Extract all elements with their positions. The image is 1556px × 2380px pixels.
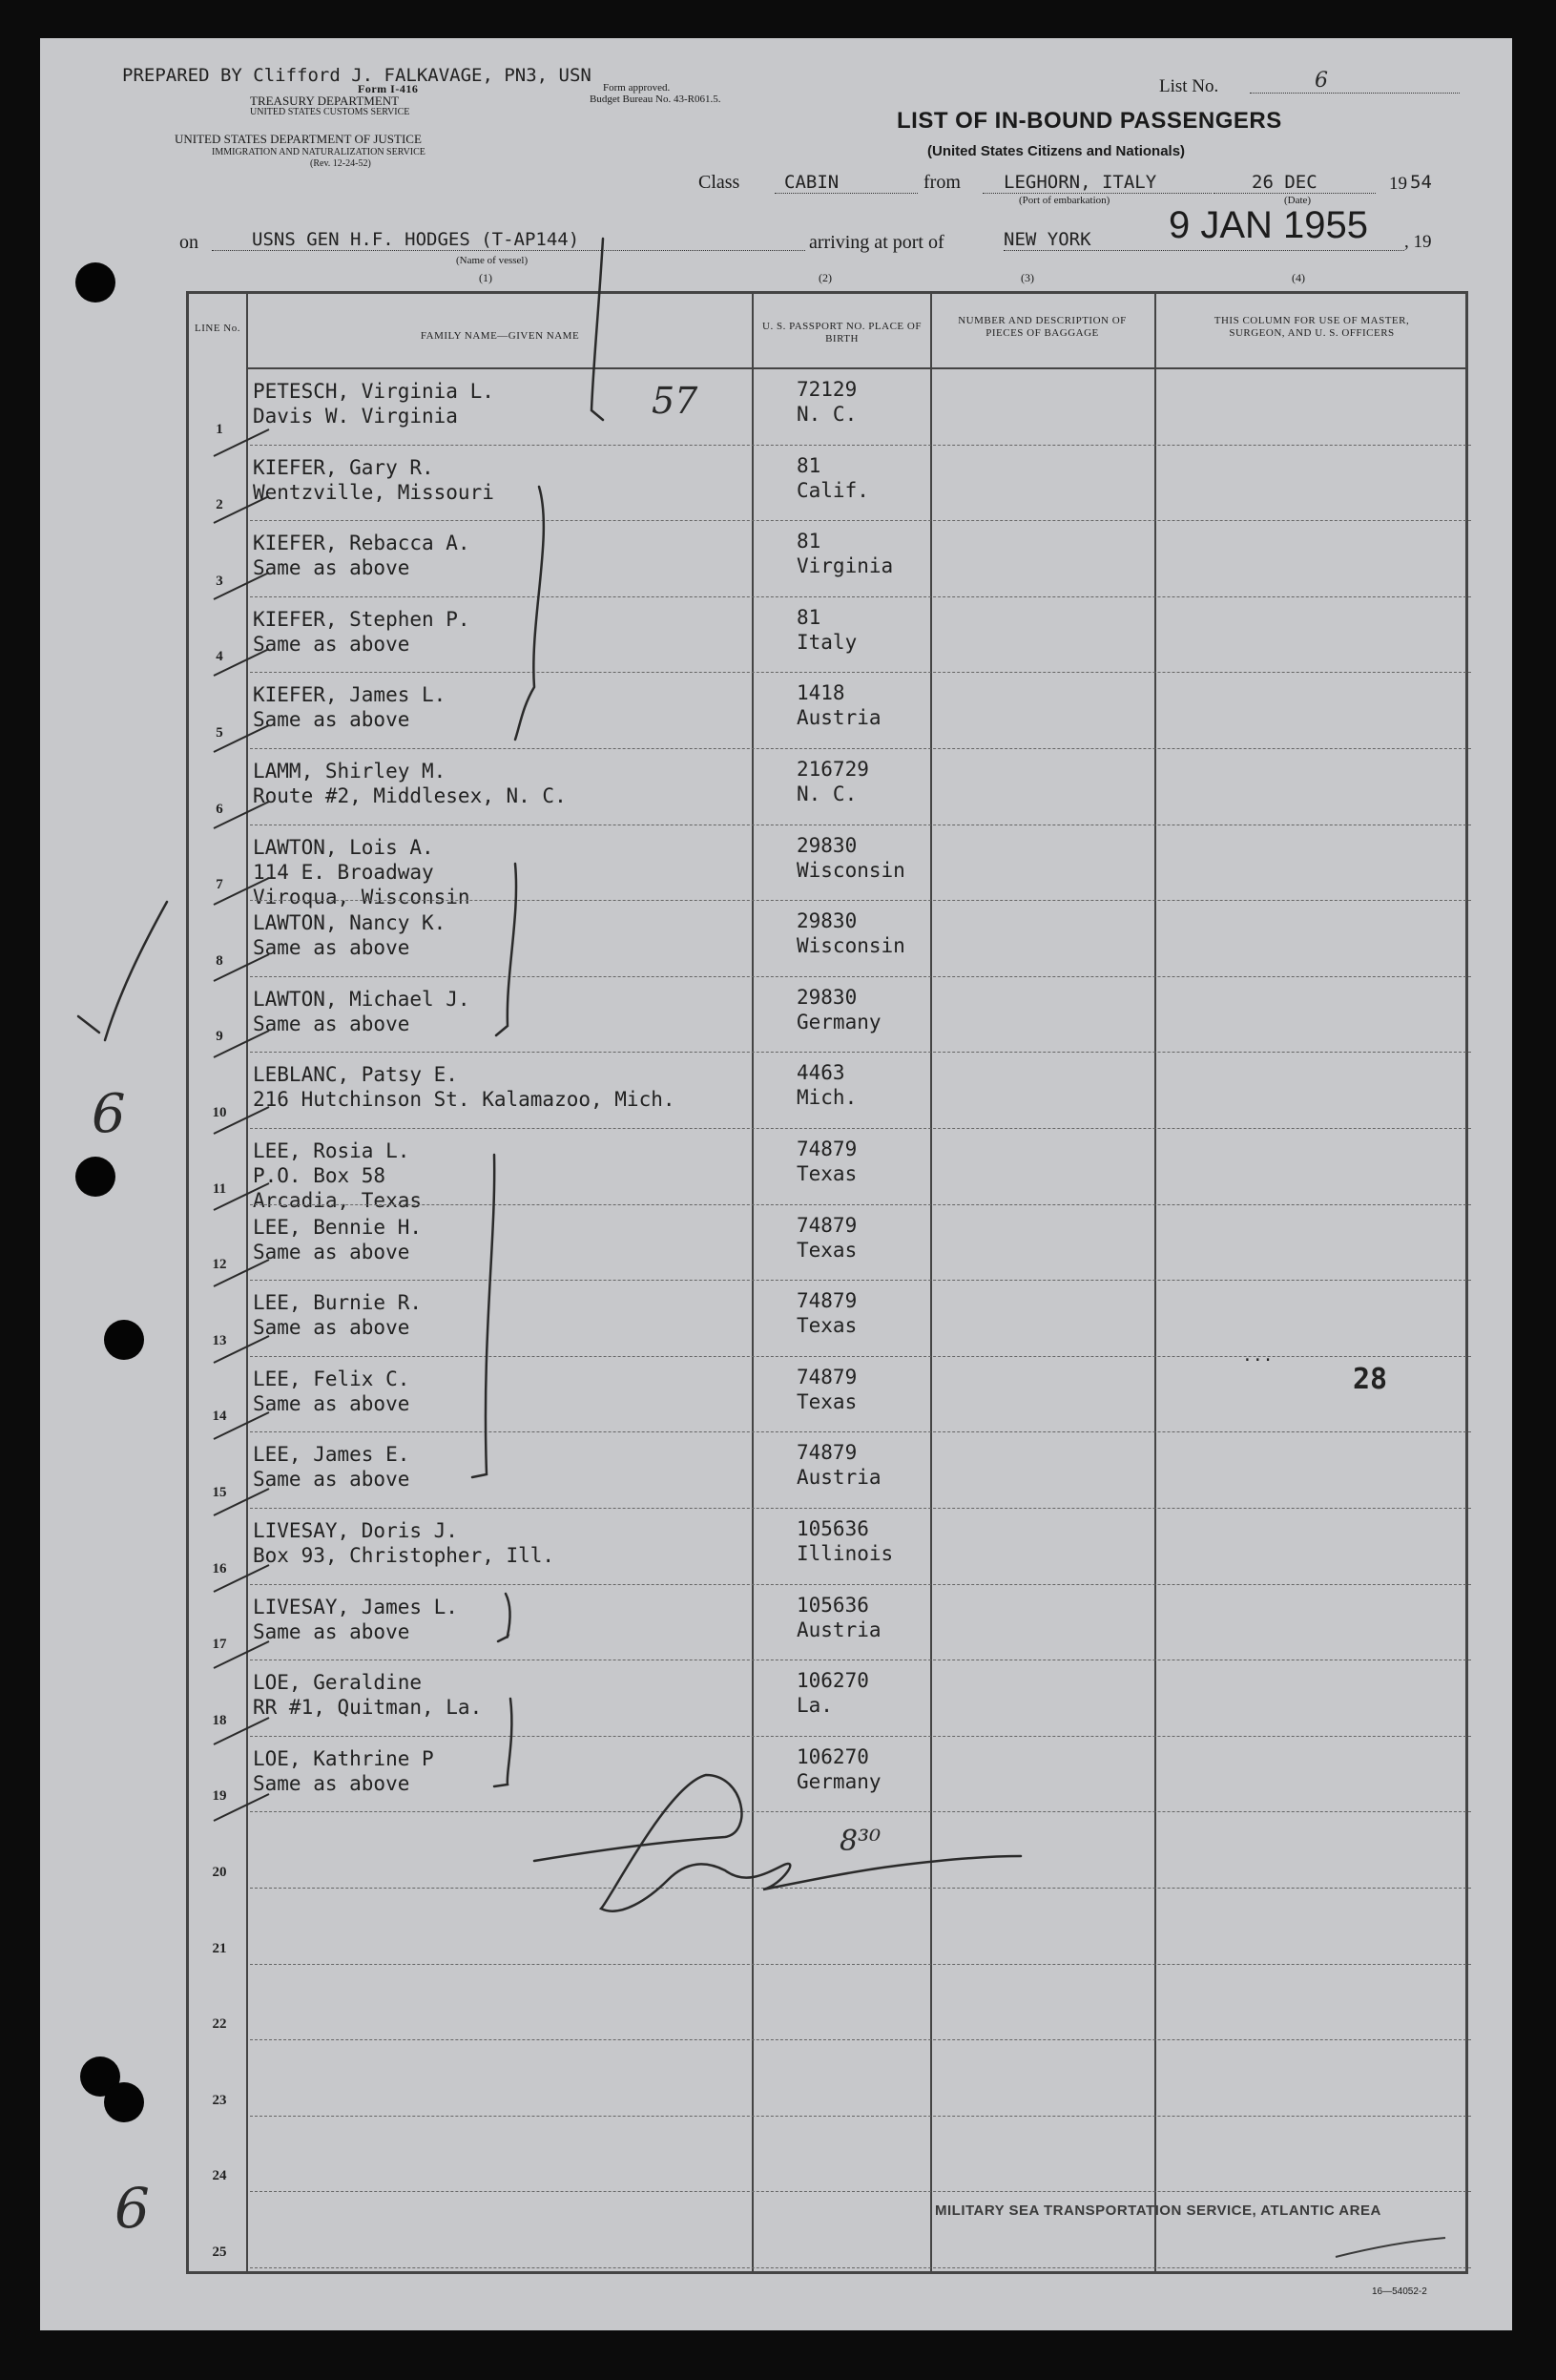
line-number: 16: [212, 1560, 227, 1576]
list-label: List No.: [1159, 76, 1219, 96]
passenger-name: LAMM, Shirley M.: [253, 760, 446, 783]
passenger-name: LEE, Felix C.: [253, 1367, 410, 1390]
passport-number: 81: [797, 453, 821, 477]
passenger-name: PETESCH, Virginia L.: [253, 380, 494, 403]
place-of-birth: N. C.: [797, 403, 858, 426]
col-num-3: (3): [1021, 271, 1034, 284]
line-number: 21: [212, 1940, 227, 1956]
col-num-1: (1): [479, 271, 492, 284]
port-caption: (Port of embarkation): [1019, 195, 1110, 206]
from-label: from: [923, 172, 961, 193]
passenger-address-line: Route #2, Middlesex, N. C.: [253, 784, 567, 807]
place-of-birth: Texas: [797, 1314, 858, 1338]
passport-number: 29830: [797, 833, 858, 857]
col-num-2: (2): [819, 271, 832, 284]
passenger-address-line: Same as above: [253, 1468, 410, 1492]
arrival-port: NEW YORK: [1004, 229, 1404, 251]
passport-number: 74879: [797, 1441, 858, 1465]
passport-number: 106270: [797, 1669, 869, 1693]
prepared-by: PREPARED BY Clifford J. FALKAVAGE, PN3, USN: [122, 65, 591, 86]
passenger-name: LAWTON, Michael J.: [253, 987, 470, 1011]
line-number: 15: [212, 1485, 227, 1500]
place-of-birth: Texas: [797, 1238, 858, 1262]
col-header-line-no: LINE No.: [195, 323, 240, 334]
place-of-birth: Germany: [797, 1769, 882, 1793]
passenger-name: LOE, Geraldine: [253, 1671, 423, 1695]
passenger-address-line: Same as above: [253, 1240, 410, 1263]
passport-number: 74879: [797, 1213, 858, 1237]
passenger-name: LEE, Bennie H.: [253, 1215, 423, 1239]
passenger-name: LAWTON, Nancy K.: [253, 911, 446, 935]
passenger-address-line: Same as above: [253, 1391, 410, 1415]
passport-number: 4463: [797, 1061, 845, 1085]
col-header-name: FAMILY NAME—GIVEN NAME: [420, 330, 580, 342]
mst-stamp: MILITARY SEA TRANSPORTATION SERVICE, ATLANTIC AREA: [935, 2203, 1381, 2219]
place-of-birth: Austria: [797, 1618, 882, 1641]
passenger-address-line: RR #1, Quitman, La.: [253, 1696, 483, 1720]
passport-number: 81: [797, 530, 821, 553]
passenger-address-line: Box 93, Christopher, Ill.: [253, 1544, 555, 1567]
passport-number: 29830: [797, 909, 858, 933]
place-of-birth: Texas: [797, 1162, 858, 1185]
bracket-livesay: [498, 1594, 510, 1641]
col-header-passport: U. S. PASSPORT NO. PLACE OF BIRTH: [762, 321, 922, 344]
dept-treasury-sub: UNITED STATES CUSTOMS SERVICE: [250, 107, 410, 117]
list-number: 6: [1250, 69, 1460, 94]
form-approved: Form approved.: [603, 82, 671, 94]
passport-number: 72129: [797, 378, 858, 401]
line-number: 5: [216, 725, 223, 741]
passenger-name: LEE, James E.: [253, 1443, 410, 1467]
passport-number: 105636: [797, 1517, 869, 1540]
passenger-name: LOE, Kathrine P: [253, 1746, 434, 1770]
line-number: 12: [212, 1257, 227, 1273]
passenger-name: LIVESAY, Doris J.: [253, 1519, 458, 1542]
bracket-loe: [494, 1699, 511, 1786]
line-number: 6: [216, 801, 223, 817]
place-of-birth: Austria: [797, 706, 882, 730]
margin-note-lower: 6: [114, 2176, 150, 2241]
class-value: CABIN: [775, 172, 918, 194]
date-caption: (Date): [1284, 195, 1312, 206]
passport-number: 105636: [797, 1593, 869, 1617]
dept-justice: UNITED STATES DEPARTMENT OF JUSTICE: [175, 132, 422, 146]
passport-number: 74879: [797, 1289, 858, 1313]
class-label: Class: [698, 172, 740, 193]
year-prefix: 19: [1389, 174, 1407, 194]
check-mark-lower: [78, 1016, 99, 1033]
line-number: 17: [212, 1637, 227, 1653]
officer-count: 28: [1353, 1363, 1388, 1396]
place-of-birth: Italy: [797, 630, 858, 654]
on-label: on: [179, 232, 198, 253]
line-number: 11: [212, 1180, 227, 1197]
margin-note-upper: 6: [92, 1083, 126, 1145]
year-suffix: , 19: [1404, 232, 1432, 252]
officer-mark: ...: [1242, 1346, 1274, 1366]
line-number: 10: [212, 1105, 227, 1120]
passenger-address-line: 216 Hutchinson St. Kalamazoo, Mich.: [253, 1088, 675, 1112]
line-number: 20: [212, 1865, 227, 1880]
passenger-address-line: Arcadia, Texas: [253, 1189, 423, 1212]
line-number: 1: [216, 421, 223, 437]
bracket-lawton: [496, 864, 516, 1035]
passport-number: 1418: [797, 681, 845, 705]
line-number: 22: [212, 2016, 227, 2033]
line-number: 19: [212, 1788, 227, 1805]
line-number: 3: [216, 573, 223, 589]
place-of-birth: Illinois: [797, 1542, 894, 1565]
place-of-birth: Calif.: [797, 478, 869, 502]
place-of-birth: Wisconsin: [797, 858, 905, 882]
row-check-marks: [214, 429, 269, 1821]
passenger-name: LAWTON, Lois A.: [253, 835, 434, 859]
line-number: 9: [216, 1029, 223, 1045]
row1-handwritten-note: 57: [652, 380, 698, 422]
line-number: 7: [216, 877, 223, 893]
passenger-name: KIEFER, Stephen P.: [253, 607, 470, 631]
vessel-caption: (Name of vessel): [456, 255, 529, 266]
signature-time: 8³⁰: [840, 1825, 882, 1858]
line-number: 4: [216, 649, 223, 665]
bracket-lee: [472, 1155, 494, 1477]
port-embarkation: LEGHORN, ITALY: [983, 172, 1212, 194]
line-number: 24: [212, 2168, 227, 2184]
stamp-underline: [1336, 2238, 1445, 2257]
passenger-address-line: 114 E. Broadway: [253, 860, 434, 884]
line-number: 2: [216, 497, 223, 513]
form-number: Form I-416: [358, 82, 419, 95]
budget-bureau: Budget Bureau No. 43-R061.5.: [590, 94, 721, 105]
place-of-birth: N. C.: [797, 783, 858, 805]
passenger-address-line: Wentzville, Missouri: [253, 480, 494, 504]
line-number: 13: [212, 1332, 227, 1348]
place-of-birth: Virginia: [797, 554, 894, 578]
line-number: 25: [212, 2244, 227, 2260]
passport-number: 216729: [797, 758, 869, 781]
passenger-address-line: Same as above: [253, 632, 410, 656]
passport-number: 29830: [797, 985, 858, 1009]
place-of-birth: Germany: [797, 1010, 882, 1033]
col-header-officers: THIS COLUMN FOR USE OF MASTER, SURGEON, AND U. S. OFFICERS: [1214, 315, 1410, 339]
place-of-birth: Wisconsin: [797, 934, 905, 958]
passenger-name: LEBLANC, Patsy E.: [253, 1063, 458, 1087]
passenger-name: KIEFER, James L.: [253, 683, 446, 707]
place-of-birth: Mich.: [797, 1086, 858, 1110]
signature: [534, 1775, 1021, 1911]
passenger-address-line: Viroqua, Wisconsin: [253, 885, 470, 908]
passenger-address-line: Same as above: [253, 708, 410, 732]
passenger-address-line: Same as above: [253, 1316, 410, 1340]
form-code: 16—54052-2: [1372, 2286, 1427, 2297]
col-header-baggage: NUMBER AND DESCRIPTION OF PIECES OF BAGGAGE: [958, 315, 1127, 339]
line-number: 8: [216, 952, 223, 969]
passenger-name: LEE, Rosia L.: [253, 1139, 410, 1162]
vessel-name: USNS GEN H.F. HODGES (T-AP144): [212, 229, 805, 251]
page-subtitle: (United States Citizens and Nationals): [927, 143, 1186, 159]
passenger-address-line: Same as above: [253, 1012, 410, 1035]
passenger-address-line: Same as above: [253, 556, 410, 580]
passenger-name: LEE, Burnie R.: [253, 1291, 423, 1315]
passenger-name: LIVESAY, James L.: [253, 1595, 458, 1618]
arriving-label: arriving at port of: [809, 232, 944, 253]
bracket-kiefer: [515, 487, 544, 740]
dept-justice-sub: IMMIGRATION AND NATURALIZATION SERVICE: [212, 147, 425, 157]
passenger-address-line: Same as above: [253, 1771, 410, 1795]
passenger-name: KIEFER, Rebacca A.: [253, 532, 470, 555]
place-of-birth: Texas: [797, 1389, 858, 1413]
line-number: 18: [212, 1712, 227, 1728]
passenger-address-line: Davis W. Virginia: [253, 405, 458, 428]
col-num-4: (4): [1292, 271, 1305, 284]
dept-treasury: TREASURY DEPARTMENT: [250, 94, 400, 108]
passenger-name: KIEFER, Gary R.: [253, 455, 434, 479]
arrival-date-stamp: 9 JAN 1955: [1169, 204, 1369, 246]
passport-number: 106270: [797, 1744, 869, 1768]
line-number: 23: [212, 2092, 227, 2108]
bracket-vessel: [591, 239, 603, 420]
page-title: LIST OF IN-BOUND PASSENGERS: [897, 108, 1282, 134]
revision: (Rev. 12-24-52): [310, 158, 371, 169]
place-of-birth: La.: [797, 1694, 833, 1718]
check-mark-upper: [105, 902, 167, 1040]
passenger-address-line: P.O. Box 58: [253, 1164, 386, 1187]
year-value: 54: [1410, 172, 1432, 193]
embark-date: 26 DEC: [1214, 172, 1376, 194]
passport-number: 81: [797, 605, 821, 629]
line-number: 14: [212, 1409, 227, 1425]
passport-number: 74879: [797, 1138, 858, 1160]
passport-number: 74879: [797, 1365, 858, 1388]
passenger-address-line: Same as above: [253, 1619, 410, 1643]
passenger-address-line: Same as above: [253, 936, 410, 960]
place-of-birth: Austria: [797, 1466, 882, 1490]
